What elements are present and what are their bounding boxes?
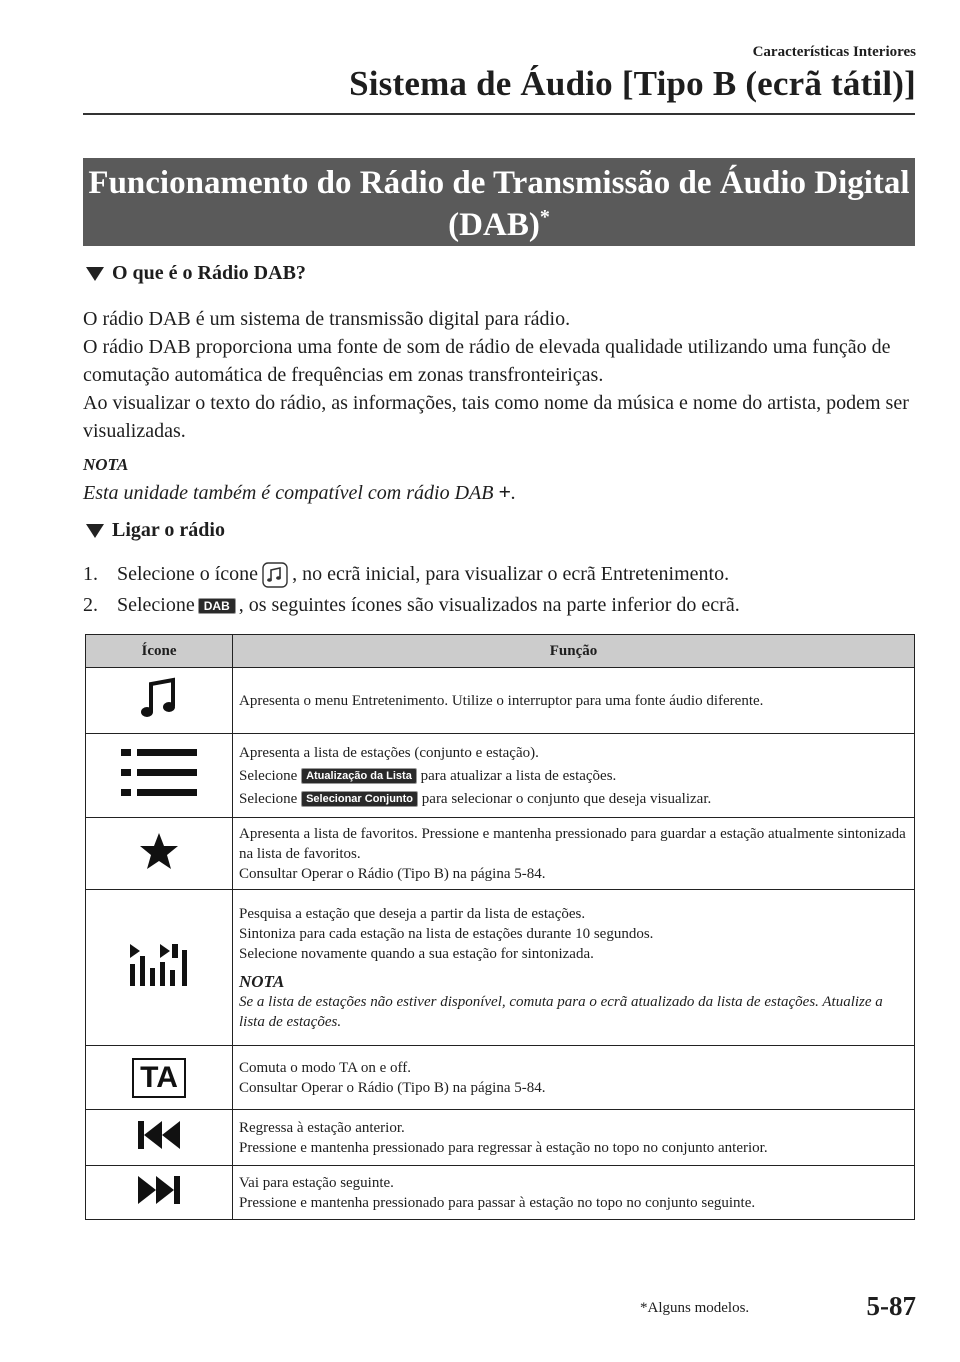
function-text bbox=[239, 789, 908, 809]
function-text: Consultar Operar o Rádio (Tipo B) na página 5-84. bbox=[239, 865, 546, 882]
select-ensemble-button[interactable]: Selecionar Conjunto bbox=[301, 791, 418, 807]
section1-paragraph: O rádio DAB é um sistema de transmissão digital para rádio. bbox=[83, 308, 571, 330]
step1-post: , no ecrã inicial, para visualizar o ecrã Entretenimento. bbox=[292, 562, 730, 585]
table-row bbox=[86, 668, 915, 734]
function-text: Pesquisa a estação que deseja a partir da lista de estações. bbox=[239, 905, 586, 922]
nota-heading: NOTA bbox=[239, 971, 285, 991]
section1-paragraph: O rádio DAB proporciona uma fonte de som de rádio de elevada qualidade utilizando uma função de comutação automática de frequências em zonas transfronteiriças. bbox=[83, 336, 891, 386]
function-cell bbox=[233, 1110, 915, 1166]
function-cell bbox=[233, 818, 915, 890]
scan-icon[interactable] bbox=[128, 942, 190, 988]
icon-cell bbox=[86, 1110, 233, 1166]
update-list-button[interactable]: Atualização da Lista bbox=[301, 768, 417, 784]
banner-line2-wrap bbox=[83, 204, 915, 246]
section1-body bbox=[83, 305, 923, 445]
section-heading-what-is-dab bbox=[86, 262, 306, 285]
table-row bbox=[86, 818, 915, 890]
nota-text: Se a lista de estações não estiver disponível, comuta para o ecrã atualizado da lista de estações. Atualize a lista de estações. bbox=[239, 993, 883, 1030]
dab-plus-icon: + bbox=[498, 479, 512, 504]
function-text bbox=[239, 766, 908, 786]
header-section: Características Interiores bbox=[752, 44, 916, 60]
table-header-row bbox=[86, 635, 915, 668]
section-heading-turn-on-radio bbox=[86, 519, 225, 542]
icon-cell bbox=[86, 1046, 233, 1110]
function-text: Selecione novamente quando a sua estação for sintonizada. bbox=[239, 945, 594, 962]
col-header-icon: Ícone bbox=[86, 635, 233, 668]
skip-back-icon[interactable] bbox=[136, 1119, 182, 1151]
function-text: Apresenta a lista de estações (conjunto e estação). bbox=[239, 744, 539, 761]
step-2 bbox=[83, 594, 740, 617]
step1-pre: Selecione o ícone bbox=[117, 562, 259, 585]
dab-button[interactable]: DAB bbox=[198, 598, 236, 614]
table-row bbox=[86, 1046, 915, 1110]
function-text: Regressa à estação anterior. bbox=[239, 1119, 405, 1136]
banner-asterisk: * bbox=[539, 206, 550, 228]
triangle-bullet-icon bbox=[86, 524, 104, 538]
step-number: 1. bbox=[83, 562, 98, 585]
star-icon[interactable] bbox=[139, 831, 179, 871]
function-text: Sintoniza para cada estação na lista de estações durante 10 segundos. bbox=[239, 925, 654, 942]
step2-post: , os seguintes ícones são visualizados na parte inferior do ecrã. bbox=[238, 594, 740, 616]
function-cell bbox=[233, 668, 915, 734]
ta-icon[interactable]: TA bbox=[132, 1058, 186, 1098]
select-text: para selecionar o conjunto que deseja visualizar. bbox=[421, 790, 712, 807]
nota-text bbox=[83, 479, 516, 505]
icon-cell bbox=[86, 668, 233, 734]
table-row bbox=[86, 734, 915, 818]
function-cell bbox=[233, 1166, 915, 1220]
function-text: Apresenta o menu Entretenimento. Utilize o interruptor para uma fonte áudio diferente. bbox=[239, 692, 764, 709]
nota-period: . bbox=[511, 482, 517, 504]
skip-forward-icon[interactable] bbox=[136, 1174, 182, 1206]
nota-body: Esta unidade também é compatível com rádio DAB bbox=[83, 482, 494, 504]
function-cell bbox=[233, 890, 915, 1046]
banner-line2: (DAB) bbox=[448, 207, 540, 243]
icon-cell bbox=[86, 890, 233, 1046]
header-rule bbox=[83, 113, 915, 115]
footnote: *Alguns modelos. bbox=[640, 1300, 750, 1316]
section1-heading: O que é o Rádio DAB? bbox=[112, 262, 306, 284]
icon-function-table bbox=[85, 634, 915, 1220]
select-text: para atualizar a lista de estações. bbox=[420, 767, 617, 784]
function-text: Pressione e mantenha pressionado para regressar à estação no topo no conjunto anterior. bbox=[239, 1139, 768, 1156]
list-icon[interactable] bbox=[119, 745, 199, 801]
function-text: Comuta o modo TA on e off. bbox=[239, 1059, 411, 1076]
select-text: Selecione bbox=[239, 767, 298, 784]
page-number: 5-87 bbox=[866, 1291, 916, 1321]
triangle-bullet-icon bbox=[86, 267, 104, 281]
icon-cell bbox=[86, 1166, 233, 1220]
table-row bbox=[86, 1110, 915, 1166]
nota-heading: NOTA bbox=[83, 455, 129, 474]
select-text: Selecione bbox=[239, 790, 298, 807]
section2-heading: Ligar o rádio bbox=[112, 519, 225, 541]
table-row bbox=[86, 1166, 915, 1220]
col-header-function: Função bbox=[233, 635, 915, 668]
section1-paragraph: Ao visualizar o texto do rádio, as informações, tais como nome da música e nome do artista, podem ser visualizadas. bbox=[83, 392, 909, 442]
step-1 bbox=[83, 562, 729, 586]
music-note-icon[interactable] bbox=[139, 676, 179, 720]
function-text: Pressione e mantenha pressionado para passar à estação no topo no conjunto seguinte. bbox=[239, 1194, 756, 1211]
step2-pre: Selecione bbox=[117, 594, 195, 616]
banner-line1: Funcionamento do Rádio de Transmissão de Áudio Digital bbox=[88, 165, 910, 201]
header-title: Sistema de Áudio [Tipo B (ecrã tátil)] bbox=[349, 64, 916, 103]
icon-cell bbox=[86, 734, 233, 818]
step-number: 2. bbox=[83, 594, 98, 616]
function-text: Vai para estação seguinte. bbox=[239, 1174, 394, 1191]
function-text: Consultar Operar o Rádio (Tipo B) na página 5-84. bbox=[239, 1079, 546, 1096]
table-row bbox=[86, 890, 915, 1046]
chapter-banner bbox=[83, 158, 915, 246]
function-cell bbox=[233, 1046, 915, 1110]
icon-cell bbox=[86, 818, 233, 890]
function-cell bbox=[233, 734, 915, 818]
music-note-icon bbox=[262, 562, 288, 586]
function-text: Apresenta a lista de favoritos. Pressione e mantenha pressionado para guardar a estação atualmente sintonizada na lista de favoritos. bbox=[239, 825, 906, 862]
